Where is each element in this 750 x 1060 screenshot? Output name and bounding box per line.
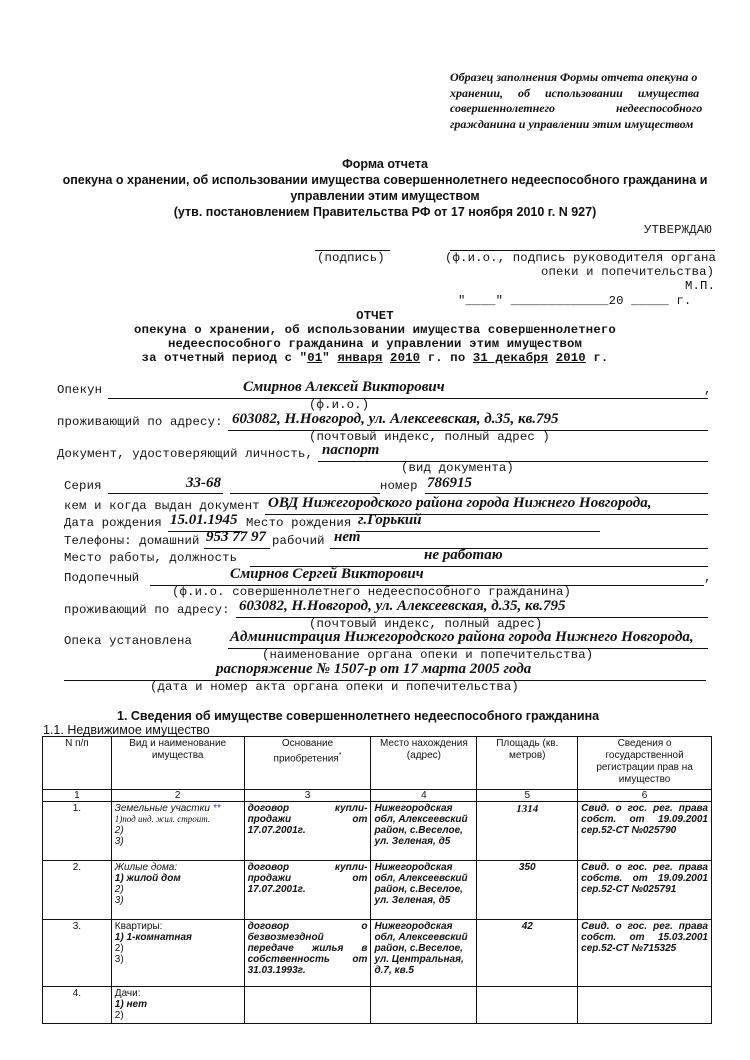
period-end-date: 31 декабря <box>472 351 549 365</box>
col-number: 3 <box>244 790 371 802</box>
ward-value: Смирнов Сергей Викторович <box>230 566 424 582</box>
row-num: 4. <box>43 987 112 1024</box>
job-label: Место работы, должность <box>64 551 238 565</box>
head-fio-hint-2: опеки и попечительства) <box>541 265 715 279</box>
period-sep-2 <box>383 351 391 365</box>
sample-note-line-1: Образец заполнения Формы отчета опекуна о <box>450 70 698 84</box>
table-row <box>43 861 712 920</box>
period-sep-4 <box>548 351 556 365</box>
work-phone-label: рабочий <box>272 534 325 548</box>
guardian-address-hint: (почтовый индекс, полный адрес ) <box>309 430 550 444</box>
sample-note-line-2: хранении, об использовании имущества <box>450 85 700 100</box>
job-value: не работаю <box>424 547 503 563</box>
row-registration: Свид. о гос. рег. права собст. от 15.03.2001 сер.52-СТ №715325 <box>578 920 712 987</box>
birth-date-label: Дата рождения <box>64 516 162 530</box>
column-number-row <box>43 790 712 802</box>
birth-place-value: г.Горький <box>358 512 422 528</box>
head-fio-hint-1: (ф.и.о., подпись руководителя органа <box>445 251 717 265</box>
row-registration: Свид. о гос. рег. права собств. от 19.09.2001 сер.52-СТ №025791 <box>578 861 712 920</box>
ward-address-value: 603082, Н.Новгород, ул. Алексеевская, д.35, кв.795 <box>239 598 566 614</box>
col-number: 6 <box>578 790 712 802</box>
series-value: 33-68 <box>186 475 221 491</box>
header-kind: Вид и наименование имущества <box>111 737 244 790</box>
table-row <box>43 987 712 1024</box>
number-label: номер <box>380 479 418 493</box>
row-kind-item: 2) <box>114 943 124 954</box>
row-kind-item: 3) <box>114 895 124 906</box>
row-kind-title: Дачи: <box>114 988 141 999</box>
real-estate-table <box>42 736 712 1024</box>
home-phone-value: 953 77 97 <box>206 529 266 545</box>
row-kind-title: Квартиры: <box>114 921 163 932</box>
series-gap-underline <box>230 493 380 494</box>
row-num: 3. <box>43 920 112 987</box>
sample-note-line-4: гражданина и управлении этим имуществом <box>450 116 694 131</box>
table-row <box>43 920 712 987</box>
issued-value: ОВД Нижегородского района города Нижнего Новгорода, <box>268 495 652 511</box>
report-line-1: опекуна о хранении, об использовании имущества совершеннолетнего <box>134 323 616 337</box>
period-sep-3: г. по <box>420 351 473 365</box>
row-location: Нижегородская обл, Алексеевский район, с.Веселое, ул. Зеленая, д5 <box>371 802 477 861</box>
signature-hint: (подпись) <box>317 251 385 265</box>
stamp-place: М.П. <box>685 279 716 293</box>
row-kind-item: 3) <box>114 836 124 847</box>
col-number: 5 <box>477 790 578 802</box>
home-phone-underline <box>204 548 270 549</box>
approve-label: УТВЕРЖДАЮ <box>644 223 712 237</box>
row-kind-item: 2) <box>114 884 124 895</box>
row-basis <box>244 987 371 1024</box>
work-phone-value: нет <box>334 529 361 545</box>
act-hint: (дата и номер акта органа опеки и попечительства) <box>150 680 519 694</box>
id-document-label: Документ, удостоверяющий личность, <box>57 447 313 461</box>
period-month-start: января <box>337 351 383 365</box>
id-document-value: паспорт <box>322 442 380 458</box>
form-header <box>25 156 745 220</box>
row-basis: договор купли-продажи от 17.07.2001г. <box>244 802 371 861</box>
issued-label: кем и когда выдан документ <box>64 499 260 513</box>
row-area <box>477 987 578 1024</box>
guardianship-body-value: Администрация Нижегородского района города Нижнего Новгорода, <box>230 629 694 645</box>
col-number: 1 <box>43 790 112 802</box>
guardian-address-value: 603082, Н.Новгород, ул. Алексеевская, д.35, кв.795 <box>232 411 559 427</box>
approve-date-line: "____" _____________20 _____ г. <box>458 294 692 308</box>
row-kind <box>111 920 244 987</box>
period-prefix: за отчетный период с " <box>141 351 308 365</box>
number-underline <box>425 493 708 494</box>
sample-note <box>450 70 702 132</box>
row-basis: договор купли-продажи от 17.07.2001г. <box>244 861 371 920</box>
guardian-address-label: проживающий по адресу: <box>57 415 223 429</box>
row-location: Нижегородская обл, Алексеевский район, с.Веселое, ул. Зеленая, д5 <box>371 861 477 920</box>
guardian-underline <box>108 398 708 399</box>
row-kind-item: 2) <box>114 1010 124 1021</box>
row-kind <box>111 861 244 920</box>
series-underline <box>108 493 223 494</box>
row-kind <box>111 802 244 861</box>
row-kind-title: Жилые дома: <box>114 862 178 873</box>
birth-place-label: Место рождения <box>246 516 352 530</box>
row-registration: Свид. о гос. рег. права собст. от 19.09.2001 сер.52-СТ №025790 <box>578 802 712 861</box>
row-area: 1314 <box>477 802 578 861</box>
row-kind-title: Земельные участки <box>114 803 210 814</box>
header-num: N п/п <box>43 737 112 790</box>
row-kind-item: 3) <box>114 954 124 965</box>
guardianship-hint: (наименование органа опеки и попечительства) <box>262 648 594 662</box>
header-basis-label: Основание приобретения <box>273 738 339 765</box>
row-kind <box>111 987 244 1024</box>
form-header-line-1: Форма отчета <box>342 157 428 171</box>
guardian-comma: , <box>704 383 712 397</box>
ward-label: Подопечный <box>64 571 140 585</box>
act-value: распоряжение № 1507-р от 17 марта 2005 года <box>216 661 532 677</box>
series-label: Серия <box>64 479 102 493</box>
home-phone-label: Телефоны: домашний <box>64 534 200 548</box>
ward-hint: (ф.и.о. совершеннолетнего недееспособного гражданина) <box>172 585 572 599</box>
form-header-line-4: (утв. постановлением Правительства РФ от 17 ноября 2010 г. N 927) <box>173 205 597 219</box>
header-registration: Сведения о государственной регистрации прав на имущество <box>578 737 712 790</box>
row-kind-item: 1) жилой дом <box>114 873 181 884</box>
col-number: 4 <box>371 790 477 802</box>
header-basis-mark: * <box>338 752 342 759</box>
period-year-start: 2010 <box>390 351 421 365</box>
row-location <box>371 987 477 1024</box>
guardian-hint: (ф.и.о.) <box>309 398 370 412</box>
ward-comma: , <box>704 571 712 585</box>
row-num: 1. <box>43 802 112 861</box>
row-basis: договор о безвозмездной передаче жилья в собственность от 31.03.1993г. <box>244 920 371 987</box>
period-sep-1: " <box>322 351 338 365</box>
row-kind-item: 1) нет <box>114 999 147 1010</box>
id-document-hint: (вид документа) <box>401 461 514 475</box>
issued-underline <box>265 514 708 515</box>
birth-place-underline <box>356 531 600 532</box>
header-area: Площадь (кв. метров) <box>477 737 578 790</box>
number-value: 786915 <box>427 475 472 491</box>
period-year-end: 2010 <box>555 351 586 365</box>
row-area: 350 <box>477 861 578 920</box>
row-kind-title-wrap <box>115 803 241 814</box>
row-num: 2. <box>43 861 112 920</box>
sample-note-line-3: совершеннолетнего недееспособного <box>450 101 703 115</box>
row-kind-mark: ** <box>212 803 221 814</box>
header-location: Место нахождения (адрес) <box>371 737 477 790</box>
report-title: ОТЧЕТ <box>356 309 394 323</box>
work-phone-underline <box>330 548 708 549</box>
birth-date-value: 15.01.1945 <box>170 512 238 528</box>
row-kind-item: 1) 1-комнатная <box>114 932 192 943</box>
table-header-row <box>43 737 712 790</box>
ward-address-label: проживающий по адресу: <box>64 603 230 617</box>
row-area: 42 <box>477 920 578 987</box>
guardian-value: Смирнов Алексей Викторович <box>243 379 445 395</box>
period-suffix: г. <box>585 351 609 365</box>
row-kind-item: 2) <box>114 825 124 836</box>
report-line-2: недееспособного гражданина и управлении этим имуществом <box>167 337 583 351</box>
guardianship-label: Опека установлена <box>64 634 192 648</box>
row-registration <box>578 987 712 1024</box>
report-period <box>0 351 750 365</box>
row-location: Нижегородская обл, Алексеевский район, с.Веселое, ул. Центральная, д.7, кв.5 <box>371 920 477 987</box>
section-1-subtitle: 1.1. Недвижимое имущество <box>43 723 210 737</box>
header-basis <box>244 737 371 790</box>
period-day-start: 01 <box>307 351 323 365</box>
section-1-title: 1. Сведения об имуществе совершеннолетнего недееспособного гражданина <box>117 709 600 723</box>
guardian-label: Опекун <box>57 383 103 397</box>
row-kind-item: 1)под инд. жил. строит. <box>114 814 211 824</box>
form-header-line-3: управлении этим имуществом <box>290 189 480 203</box>
form-header-line-2: опекуна о хранении, об использовании имущества совершеннолетнего недееспособного гражданина и <box>62 173 708 187</box>
table-row <box>43 802 712 861</box>
col-number: 2 <box>111 790 244 802</box>
ward-address-hint: (почтовый индекс, полный адрес) <box>309 617 543 631</box>
